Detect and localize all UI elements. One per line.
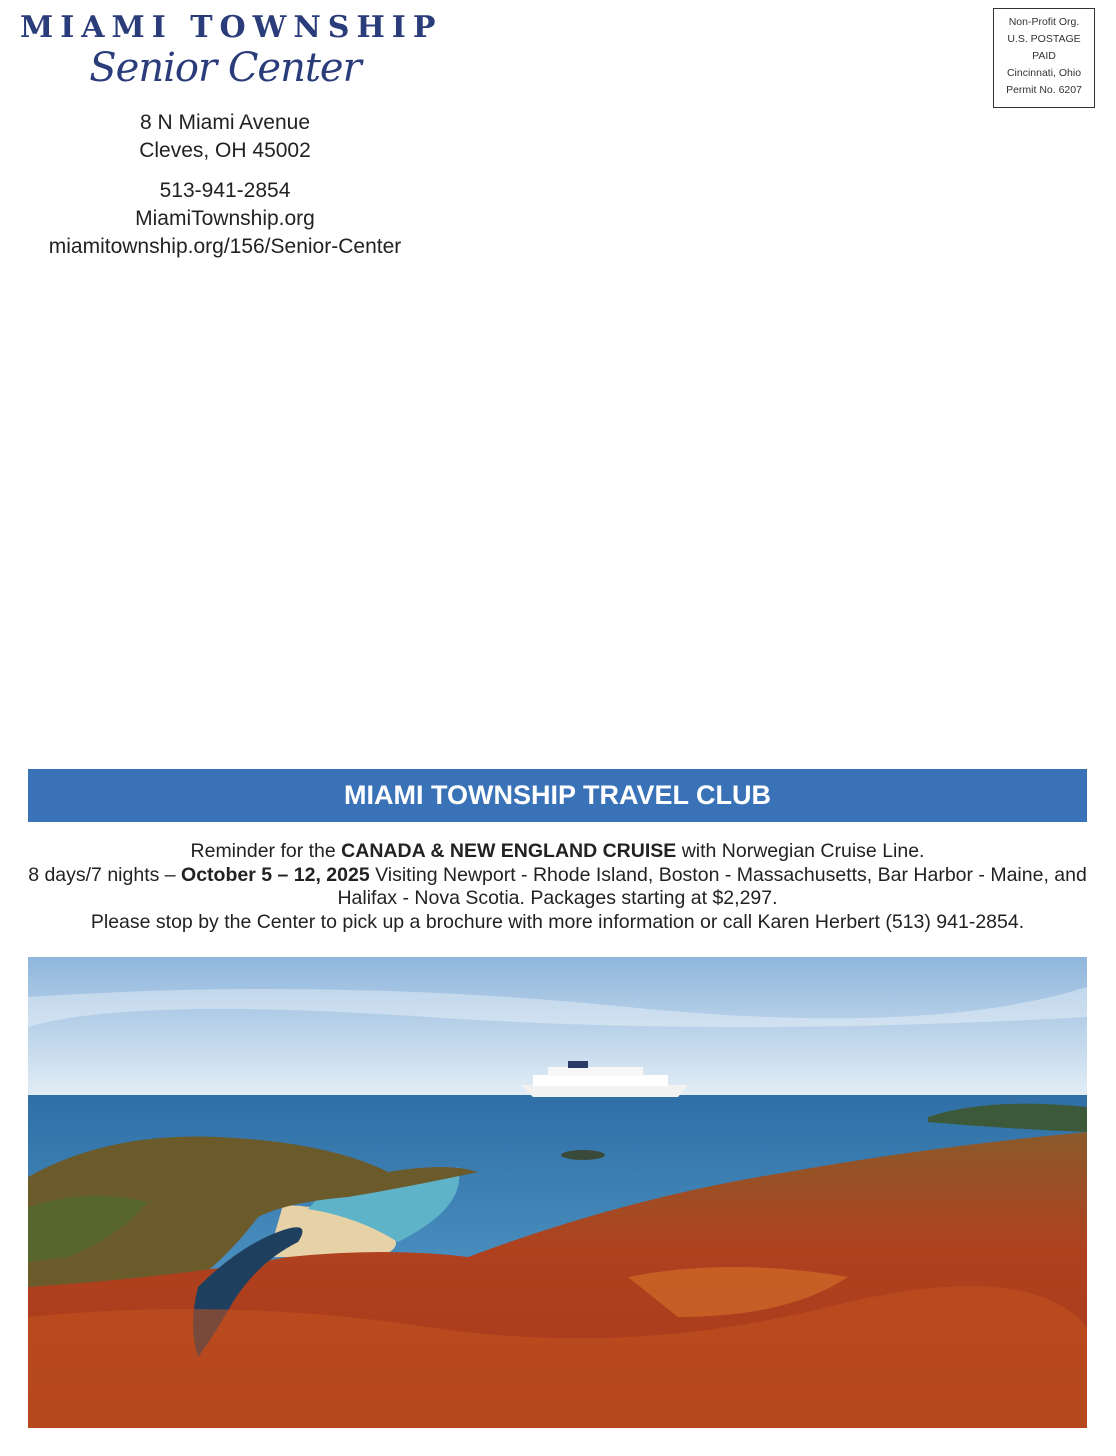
text-segment: Visiting Newport - Rhode Island, Boston - Massachusetts, Bar Harbor - Maine, and Halifax - Nova Scotia. Packages starting at $2,297. (337, 863, 1087, 909)
postage-line: Non-Profit Org. (1008, 16, 1080, 28)
logo-title: MIAMI TOWNSHIP (20, 10, 443, 45)
address-website: MiamiTownship.org (135, 207, 315, 230)
text-segment: 8 days/7 nights – (28, 863, 182, 886)
cruise-name: CANADA & NEW ENGLAND CRUISE (341, 840, 677, 862)
address-street: 8 N Miami Avenue (139, 111, 311, 134)
small-islet (561, 1150, 605, 1160)
address-url: miamitownship.org/156/Senior-Center (48, 235, 402, 258)
text-segment: Reminder for the (190, 840, 342, 862)
travel-club-banner (28, 769, 1087, 822)
cruise-coast-photo (28, 957, 1087, 1428)
text-segment: with Norwegian Cruise Line. (676, 840, 925, 862)
postage-line: Cincinnati, Ohio (1006, 67, 1082, 79)
announcement-line-2 (28, 864, 1087, 911)
postage-indicia (993, 8, 1095, 108)
cruise-dates: October 5 – 12, 2025 (181, 863, 370, 886)
postage-line: Permit No. 6207 (1006, 84, 1082, 96)
announcement-line-3: Please stop by the Center to pick up a brochure with more information or call Karen Herbert (513) 941-2854. (90, 910, 1025, 933)
address-phone: 513-941-2854 (159, 179, 291, 202)
cruise-announcement (28, 840, 1087, 934)
travel-club-heading: MIAMI TOWNSHIP TRAVEL CLUB (343, 780, 771, 810)
announcement-line-1 (28, 840, 1087, 864)
return-address-block (20, 8, 443, 261)
postage-line: U.S. POSTAGE (1007, 33, 1081, 45)
postage-line: PAID (1032, 50, 1056, 62)
logo-subtitle: Senior Center (89, 45, 361, 91)
address-city: Cleves, OH 45002 (139, 139, 311, 162)
